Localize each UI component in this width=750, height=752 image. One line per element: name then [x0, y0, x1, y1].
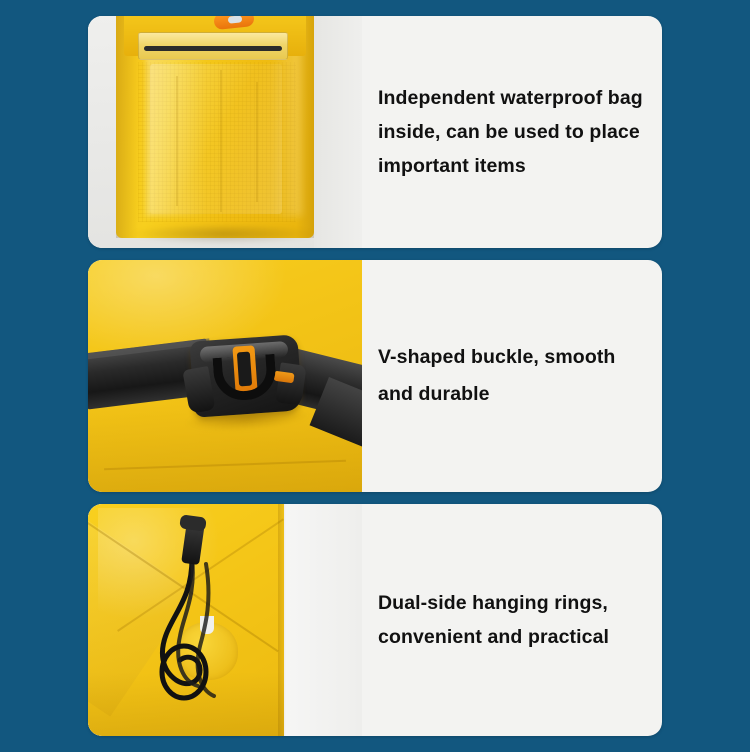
- hanging-cord-and-ring-icon: [88, 504, 362, 736]
- feature-description: Independent waterproof bag inside, can be used to place important items: [378, 86, 643, 178]
- bag-bottom-shadow: [128, 224, 318, 244]
- bag-crease: [220, 70, 222, 212]
- bag-zipper-track: [144, 46, 282, 51]
- v-shaped-buckle-photo: [88, 260, 362, 492]
- dual-side-hanging-rings-photo: [88, 504, 362, 736]
- feature-text-block: [362, 16, 662, 248]
- feature-text-block: [362, 260, 662, 492]
- feature-text-block: [362, 504, 662, 736]
- feature-card-dual-side-hanging-rings: [88, 504, 662, 736]
- feature-card-v-shaped-buckle: [88, 260, 662, 492]
- bag-crease: [176, 76, 178, 206]
- feature-description: Dual-side hanging rings, convenient and practical: [378, 591, 610, 648]
- photo-right-edge: [314, 16, 362, 248]
- feature-description: V-shaped buckle, smooth and durable: [378, 345, 616, 405]
- bag-crease: [256, 82, 258, 202]
- yellow-waterproof-inner-bag-photo: [88, 16, 362, 248]
- inner-waterproof-bag: [116, 16, 314, 238]
- feature-card-waterproof-bag-inside: [88, 16, 662, 248]
